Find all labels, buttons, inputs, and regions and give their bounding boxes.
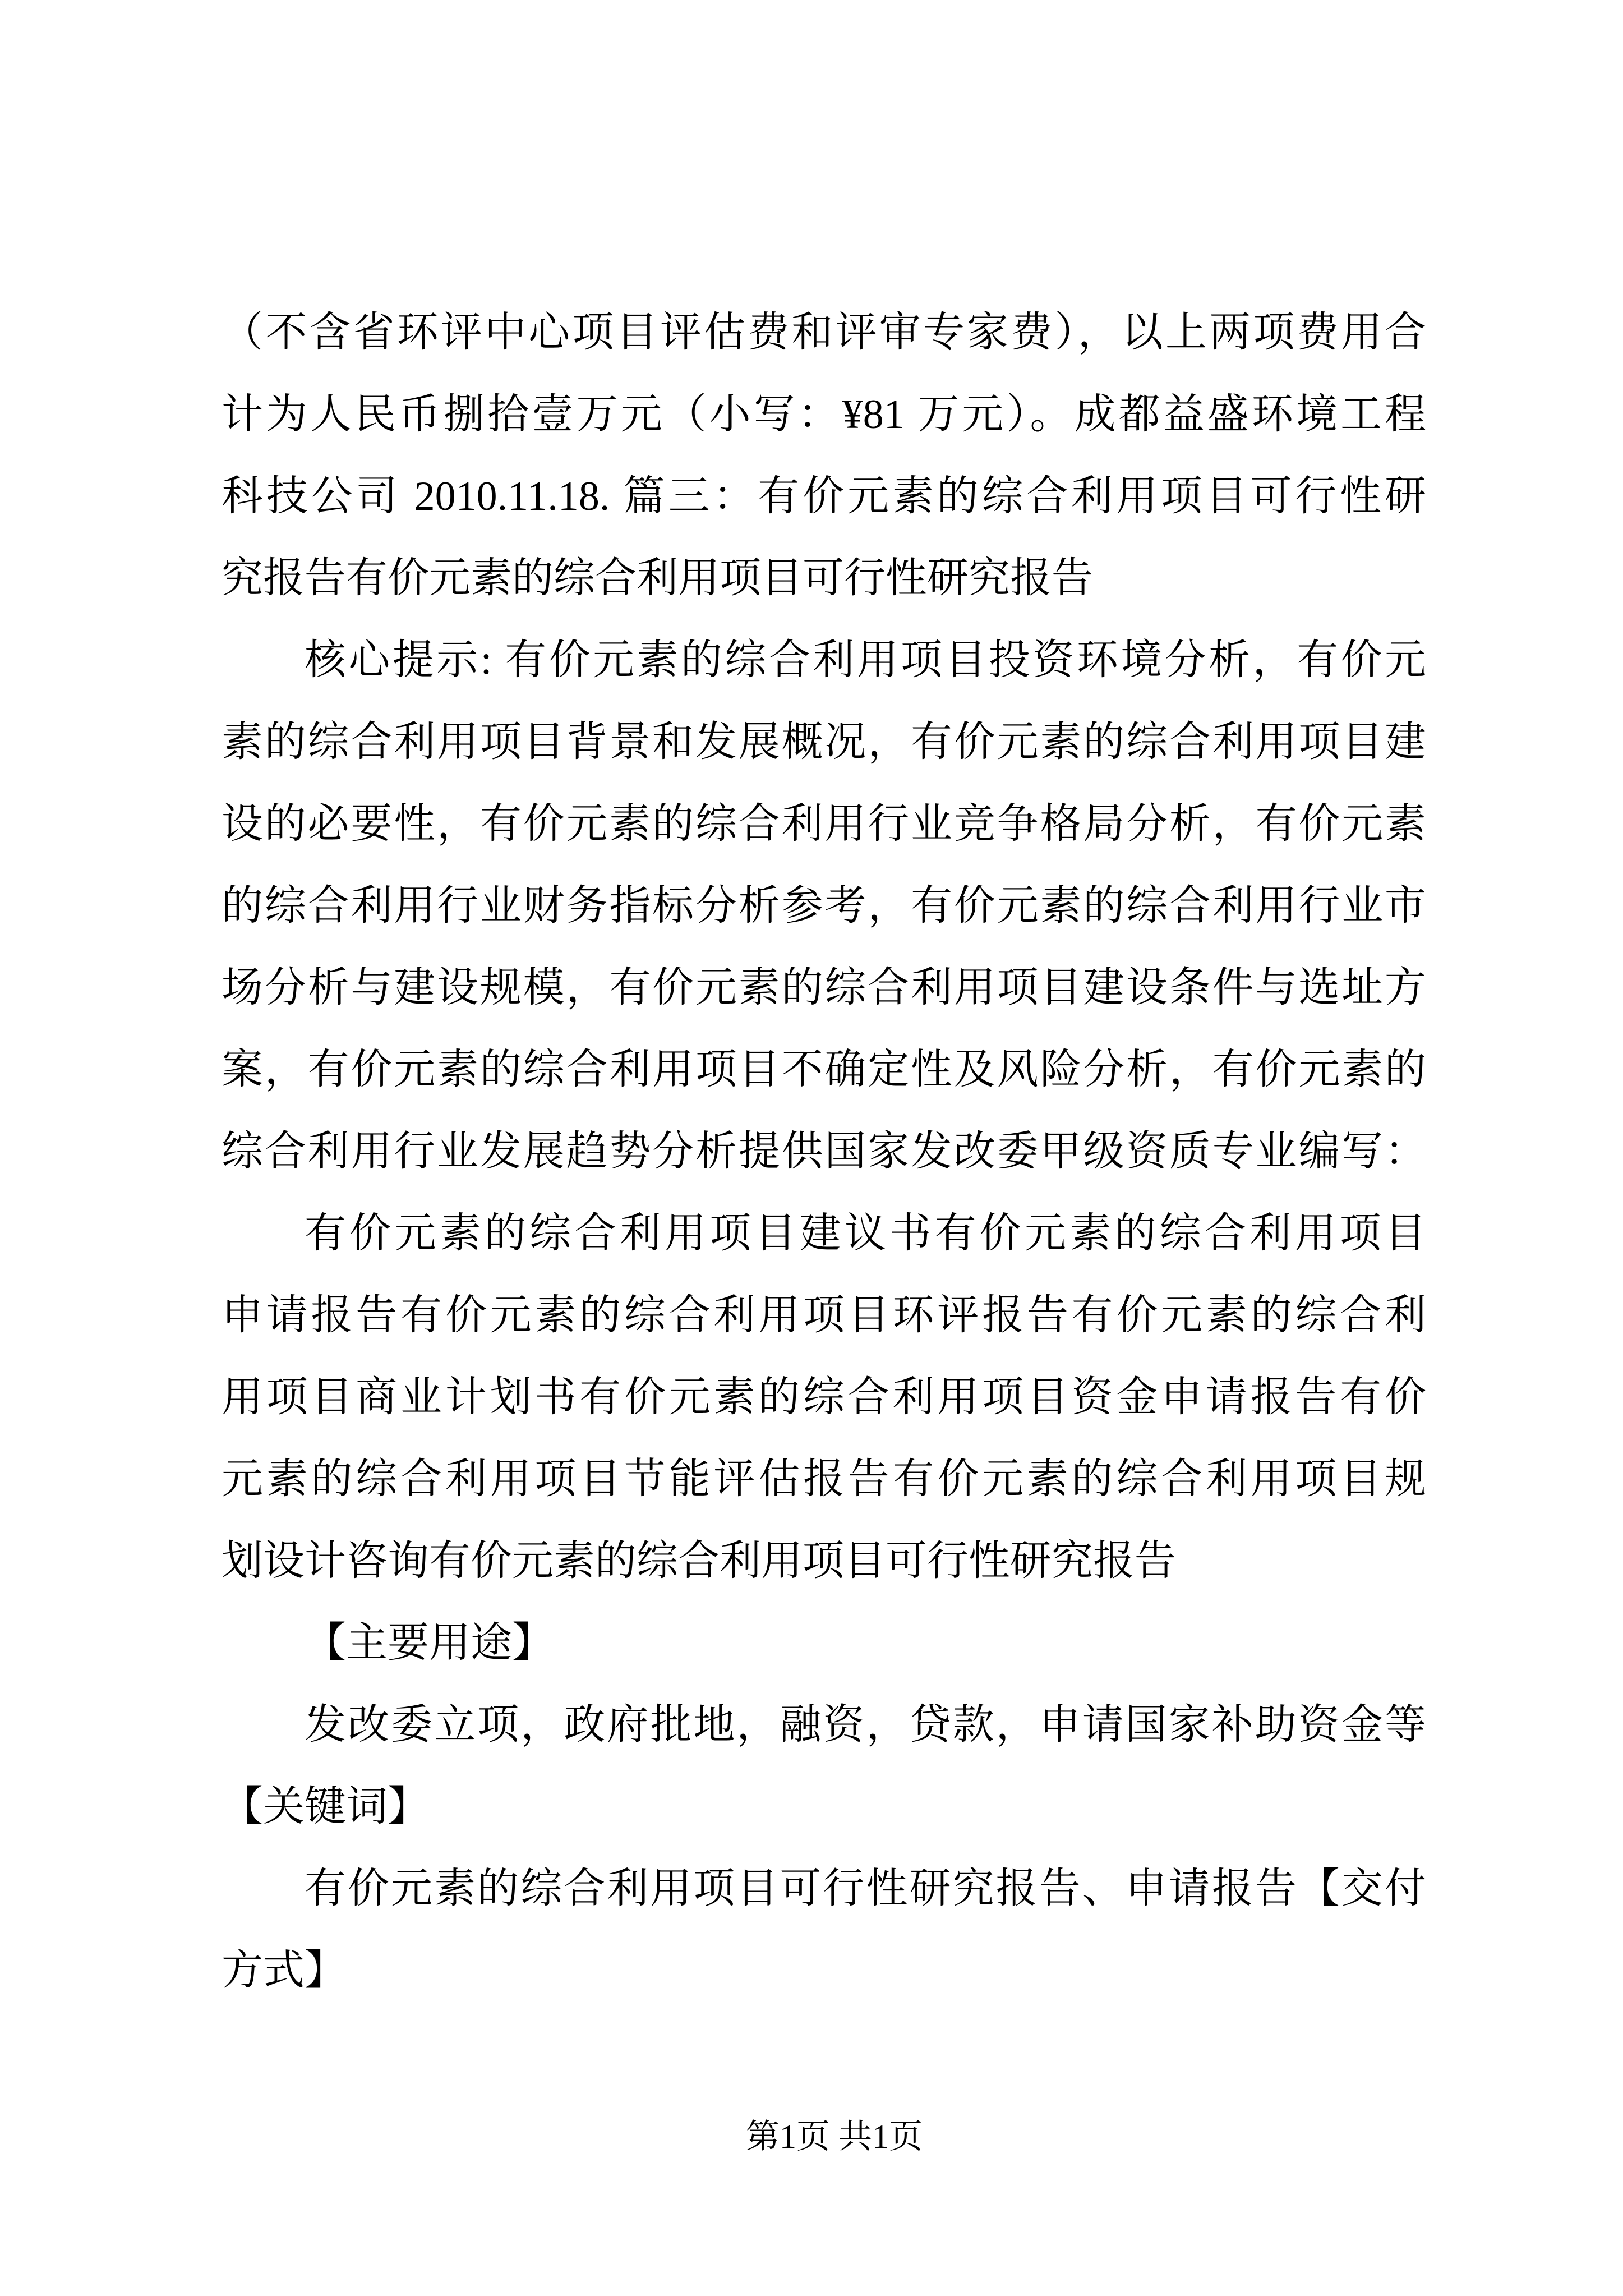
text-line: 申请报告有价元素的综合利用项目环评报告有价元素的综合利 xyxy=(222,1292,1426,1338)
document-body xyxy=(222,292,1426,2012)
text-line: 【关键词】 xyxy=(222,1784,429,1830)
text-line: 【主要用途】 xyxy=(305,1620,554,1666)
text-line: 究报告有价元素的综合利用项目可行性研究报告 xyxy=(222,555,1093,601)
page-number-footer: 第1页 共1页 xyxy=(746,2118,923,2155)
text-line: 划设计咨询有价元素的综合利用项目可行性研究报告 xyxy=(222,1538,1176,1584)
text-line: 用项目商业计划书有价元素的综合利用项目资金申请报告有价 xyxy=(222,1374,1426,1420)
text-line: 发改委立项，政府批地，融资，贷款，申请国家补助资金等 xyxy=(305,1702,1426,1748)
text-line: （不含省环评中心项目评估费和评审专家费），以上两项费用合 xyxy=(222,310,1426,356)
text-line: 元素的综合利用项目节能评估报告有价元素的综合利用项目规 xyxy=(222,1456,1426,1502)
text-line: 综合利用行业发展趋势分析提供国家发改委甲级资质专业编写： xyxy=(222,1129,1426,1175)
text-line: 核心提示: 有价元素的综合利用项目投资环境分析，有价元 xyxy=(305,637,1426,683)
text-line: 设的必要性，有价元素的综合利用行业竞争格局分析，有价元素 xyxy=(222,801,1426,847)
text-line: 科技公司 2010.11.18. 篇三：有价元素的综合利用项目可行性研 xyxy=(222,473,1426,519)
text-line: 计为人民币捌拾壹万元（小写：¥81 万元）。成都益盛环境工程 xyxy=(222,392,1426,438)
text-line: 有价元素的综合利用项目可行性研究报告、申请报告【交付 xyxy=(305,1866,1426,1912)
text-line: 有价元素的综合利用项目建议书有价元素的综合利用项目 xyxy=(305,1211,1426,1257)
text-line: 的综合利用行业财务指标分析参考，有价元素的综合利用行业市 xyxy=(222,883,1426,929)
text-line: 场分析与建设规模，有价元素的综合利用项目建设条件与选址方 xyxy=(222,965,1426,1011)
text-line: 素的综合利用项目背景和发展概况，有价元素的综合利用项目建 xyxy=(222,719,1426,765)
text-line: 案，有价元素的综合利用项目不确定性及风险分析，有价元素的 xyxy=(222,1047,1426,1093)
text-line: 方式】 xyxy=(222,1948,346,1994)
